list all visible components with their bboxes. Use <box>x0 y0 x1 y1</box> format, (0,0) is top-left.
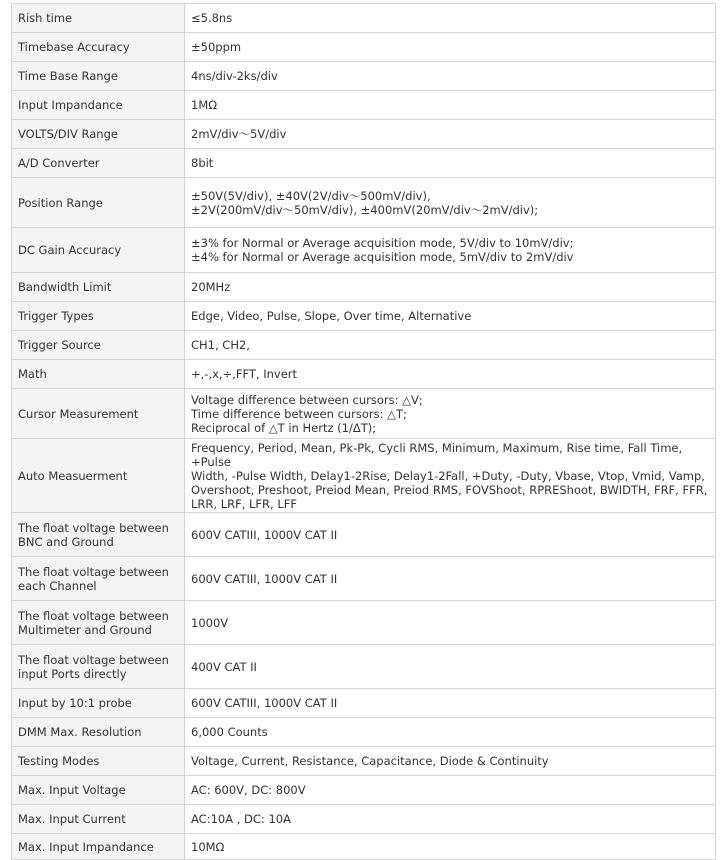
spec-value <box>185 601 716 645</box>
spec-row <box>12 33 716 62</box>
spec-value-line: +,-,x,÷,FFT, Invert <box>191 367 298 381</box>
spec-value-line: Time difference between cursors: △T; <box>191 406 407 421</box>
spec-value-line: 400V CAT II <box>191 659 257 674</box>
spec-label: DMM Max. Resolution <box>12 718 185 747</box>
spec-value-line: ≤5.8ns <box>191 11 233 25</box>
spec-label: Input Impandance <box>12 91 185 120</box>
spec-label: Trigger Types <box>12 302 185 331</box>
spec-row <box>12 805 716 834</box>
spec-value <box>185 4 716 33</box>
spec-value <box>185 228 716 273</box>
spec-row <box>12 91 716 120</box>
spec-label: Input by 10:1 probe <box>12 689 185 718</box>
spec-value <box>185 302 716 331</box>
spec-value <box>185 805 716 834</box>
spec-row <box>12 273 716 302</box>
spec-value <box>185 62 716 91</box>
spec-value-line: ±2V(200mV/div～50mV/div), ±400mV(20mV/div～2mV/div); <box>191 202 539 217</box>
spec-label: The float voltage between input Ports directly <box>12 645 185 689</box>
spec-value <box>185 33 716 62</box>
spec-label: Auto Measuerment <box>12 439 185 513</box>
spec-value-line: 1MΩ <box>191 98 218 112</box>
spec-row <box>12 776 716 805</box>
spec-value-line: AC: 600V, DC: 800V <box>191 783 306 797</box>
spec-value-line: ±3% for Normal or Average acquisition mode, 5V/div to 10mV/div; <box>191 236 574 250</box>
spec-value-line: Voltage, Current, Resistance, Capacitance, Diode & Continuity <box>191 754 549 768</box>
spec-label: Rish time <box>12 4 185 33</box>
spec-row <box>12 302 716 331</box>
spec-label: Cursor Measurement <box>12 389 185 439</box>
spec-value <box>185 149 716 178</box>
spec-value-line: 10MΩ <box>191 839 225 854</box>
spec-value-line: 600V CATIII, 1000V CAT II <box>191 571 338 586</box>
spec-row <box>12 120 716 149</box>
spec-value-line: LRR, LRF, LFR, LFF <box>191 496 297 511</box>
spec-label: A/D Converter <box>12 149 185 178</box>
spec-value <box>185 557 716 601</box>
spec-value-line: ±50ppm <box>191 40 242 54</box>
spec-label: Max. Input Impandance <box>12 834 185 860</box>
spec-row <box>12 389 716 439</box>
spec-value <box>185 439 716 513</box>
spec-value <box>185 120 716 149</box>
spec-value <box>185 776 716 805</box>
spec-value <box>185 331 716 360</box>
spec-row <box>12 747 716 776</box>
spec-value <box>185 178 716 228</box>
spec-value <box>185 513 716 557</box>
spec-label: VOLTS/DIV Range <box>12 120 185 149</box>
spec-row <box>12 228 716 273</box>
spec-row <box>12 689 716 718</box>
spec-row <box>12 645 716 689</box>
spec-value-line: ±50V(5V/div), ±40V(2V/div～500mV/div), <box>191 188 431 203</box>
spec-row <box>12 439 716 513</box>
spec-row <box>12 178 716 228</box>
spec-row <box>12 718 716 747</box>
spec-value-line: Frequency, Period, Mean, Pk-Pk, Cycli RMS, Minimum, Maximum, Rise time, Fall Time, +Pulse <box>191 440 683 469</box>
spec-value-line: AC:10A , DC: 10A <box>191 812 291 826</box>
spec-label: The float voltage between each Channel <box>12 557 185 601</box>
spec-value-line: Reciprocal of △T in Hertz (1/ΔT); <box>191 420 377 435</box>
spec-value-line: 600V CATIII, 1000V CAT II <box>191 696 338 710</box>
spec-value-line: Overshoot, Preshoot, Preiod Mean, Preiod RMS, FOVShoot, RPREShoot, BWIDTH, FRF, FFR, <box>191 482 708 497</box>
spec-value-line: Edge, Video, Pulse, Slope, Over time, Alternative <box>191 309 472 323</box>
spec-value-line: 2mV/div～5V/div <box>191 127 287 141</box>
spec-value <box>185 689 716 718</box>
spec-row <box>12 331 716 360</box>
spec-row <box>12 4 716 33</box>
spec-label: Bandwidth Limit <box>12 273 185 302</box>
spec-label: DC Gain Accuracy <box>12 228 185 273</box>
spec-value-line: 20MHz <box>191 280 231 294</box>
spec-value <box>185 645 716 689</box>
spec-row <box>12 834 716 860</box>
spec-row <box>12 601 716 645</box>
spec-label: Position Range <box>12 178 185 228</box>
spec-row <box>12 360 716 389</box>
spec-label: The float voltage between Multimeter and Ground <box>12 601 185 645</box>
spec-value-line: ±4% for Normal or Average acquisition mode, 5mV/div to 2mV/div <box>191 250 574 264</box>
spec-value-line: 6,000 Counts <box>191 725 268 739</box>
spec-row <box>12 62 716 91</box>
spec-row <box>12 557 716 601</box>
spec-value-line: Voltage difference between cursors: △V; <box>191 392 423 407</box>
spec-label: The float voltage between BNC and Ground <box>12 513 185 557</box>
spec-label: Max. Input Voltage <box>12 776 185 805</box>
spec-value-line: 1000V <box>191 615 229 630</box>
spec-label: Testing Modes <box>12 747 185 776</box>
spec-label: Max. Input Current <box>12 805 185 834</box>
spec-value <box>185 273 716 302</box>
spec-value-line: Width, -Pulse Width, Delay1-2Rise, Delay1-2Fall, +Duty, -Duty, Vbase, Vtop, Vmid, Vamp, <box>191 468 705 483</box>
spec-value <box>185 834 716 860</box>
spec-value <box>185 718 716 747</box>
spec-value <box>185 747 716 776</box>
spec-label: Trigger Source <box>12 331 185 360</box>
spec-value <box>185 389 716 439</box>
spec-value <box>185 360 716 389</box>
spec-row <box>12 149 716 178</box>
spec-table <box>11 3 716 860</box>
spec-value-line: 600V CATIII, 1000V CAT II <box>191 527 338 542</box>
spec-value-line: 8bit <box>191 156 214 170</box>
spec-value-line: 4ns/div-2ks/div <box>191 69 278 83</box>
spec-table-body <box>12 4 716 860</box>
spec-label: Math <box>12 360 185 389</box>
spec-label: Timebase Accuracy <box>12 33 185 62</box>
spec-row <box>12 513 716 557</box>
spec-value-line: CH1, CH2, <box>191 338 250 352</box>
spec-label: Time Base Range <box>12 62 185 91</box>
spec-value <box>185 91 716 120</box>
